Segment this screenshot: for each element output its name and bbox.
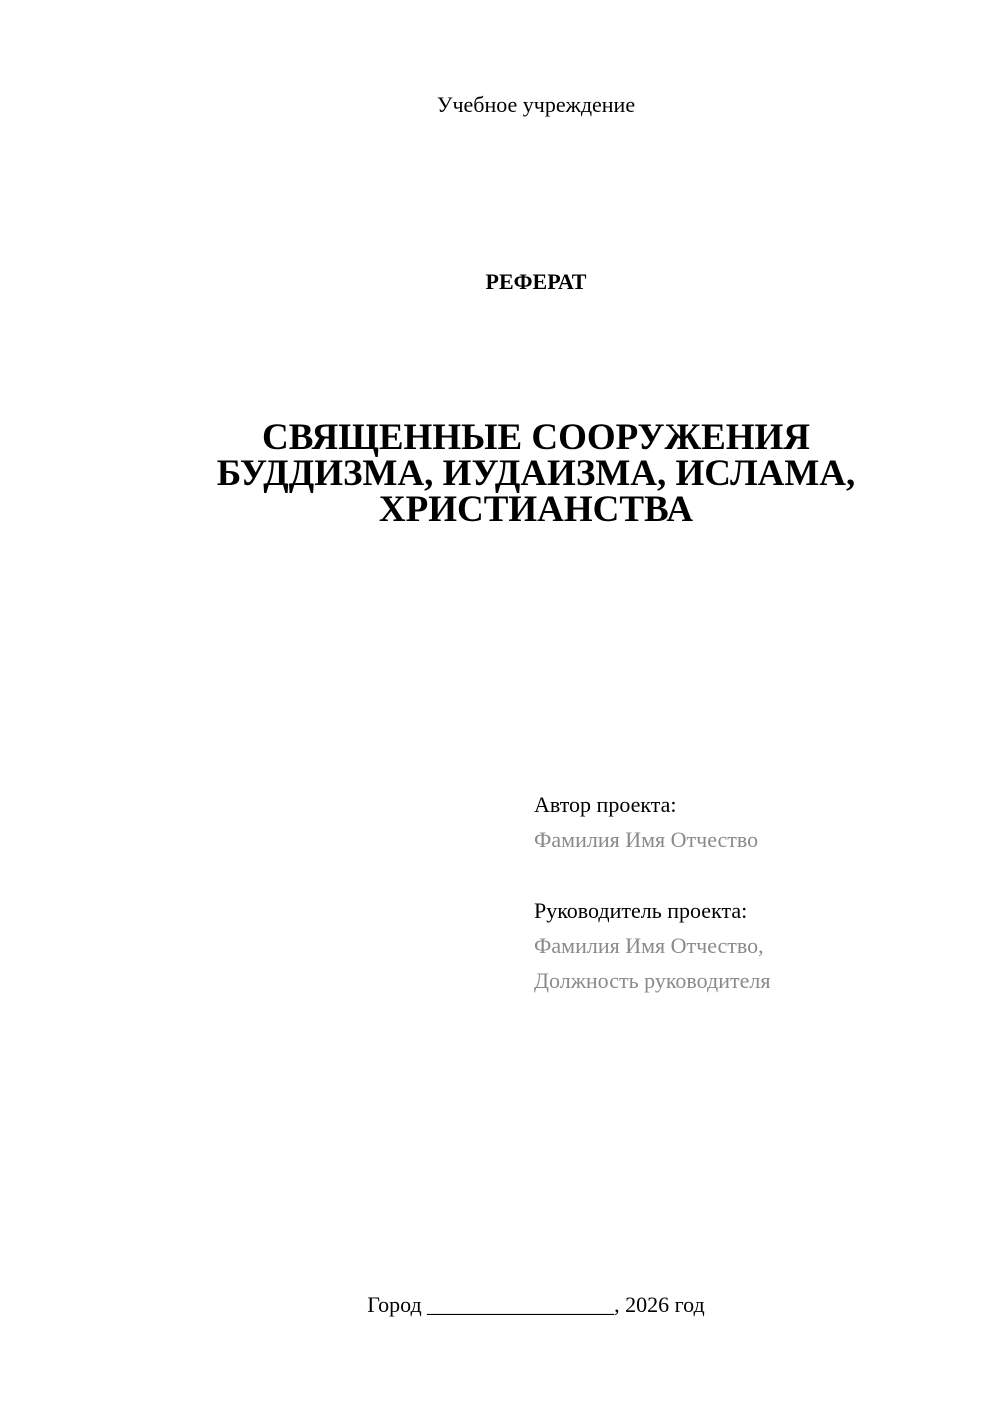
- supervisor-position-placeholder: Должность руководителя: [534, 968, 771, 993]
- credits-block: [534, 787, 974, 998]
- document-title: [150, 417, 922, 530]
- supervisor-name-placeholder: Фамилия Имя Отчество,: [534, 933, 764, 958]
- title-line-2: БУДДИЗМА, ИУДАИЗМА, ИСЛАМА,: [216, 453, 856, 494]
- author-label: Автор проекта:: [534, 792, 677, 817]
- city-year-line: Город _________________, 2026 год: [367, 1292, 705, 1317]
- title-line-1: СВЯЩЕННЫЕ СООРУЖЕНИЯ: [261, 417, 811, 458]
- credits-spacer: [534, 857, 974, 893]
- supervisor-label: Руководитель проекта:: [534, 898, 748, 923]
- author-name-placeholder: Фамилия Имя Отчество: [534, 827, 759, 852]
- title-line-3: ХРИСТИАНСТВА: [378, 489, 694, 530]
- institution-name: Учебное учреждение: [436, 92, 636, 117]
- document-type-heading: РЕФЕРАТ: [485, 269, 587, 294]
